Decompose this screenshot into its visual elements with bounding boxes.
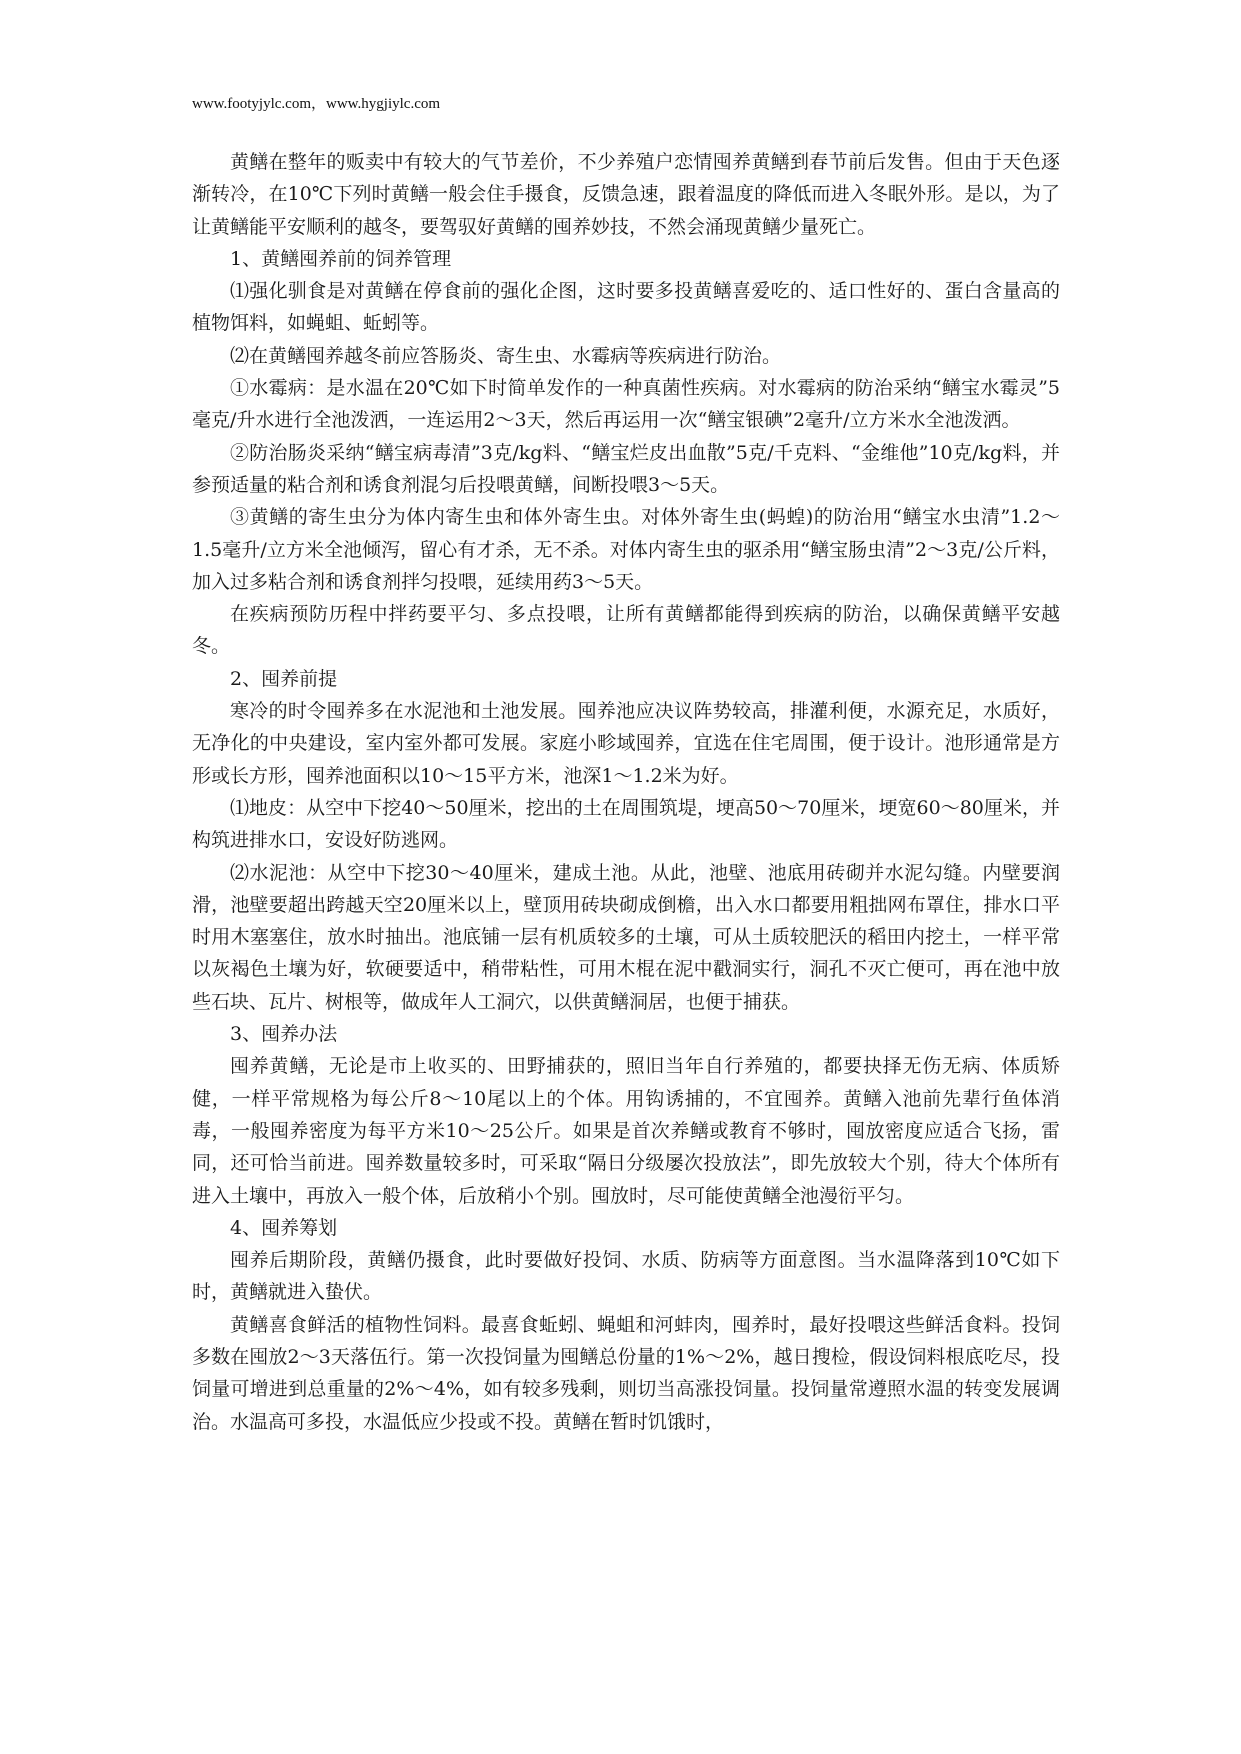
paragraph: 寒冷的时令囤养多在水泥池和土池发展。囤养池应决议阵势较高，排灌利便，水源充足，水质好，无净化的中央建设，室内室外都可发展。家庭小畛域囤养，宜选在住宅周围，便于设计。池形通常是方形或长方形，囤养池面积以10～15平方米，池深1～1.2米为好。 (192, 700, 1060, 787)
section-heading-2: 2、囤养前提 (230, 667, 338, 690)
paragraph: 囤养黄鳝，无论是市上收买的、田野捕获的，照旧当年自行养殖的，都要抉择无伤无病、体质矫健，一样平常规格为每公斤8～10尾以上的个体。用钩诱捕的，不宜囤养。黄鳝入池前先辈行鱼体消毒，一般囤养密度为每平方米10～25公斤。如果是首次养鳝或教育不够时，囤放密度应适合飞扬，雷同，还可恰当前进。囤养数量较多时，可采取“隔日分级屡次投放法”，即先放较大个别，待大个体所有进入土壤中，再放入一般个体，后放稍小个别。囤放时，尽可能使黄鳝全池漫衍平匀。 (192, 1055, 1060, 1207)
paragraph: ⑴强化驯食是对黄鳝在停食前的强化企图，这时要多投黄鳝喜爱吃的、适口性好的、蛋白含量高的植物饵料，如蝇蛆、蚯蚓等。 (192, 280, 1060, 335)
paragraph: 囤养后期阶段，黄鳝仍摄食，此时要做好投饲、水质、防病等方面意图。当水温降落到10℃如下时，黄鳝就进入蛰伏。 (192, 1249, 1060, 1304)
paragraph: ⑴地皮：从空中下挖40～50厘米，挖出的土在周围筑堤，埂高50～70厘米，埂宽60～80厘米，并构筑进排水口，安设好防逃网。 (192, 796, 1060, 852)
paragraph: ①水霉病：是水温在20℃如下时简单发作的一种真菌性疾病。对水霉病的防治采纳“鳝宝水霉灵”5毫克/升水进行全池泼洒，一连运用2～3天，然后再运用一次“鳝宝银碘”2毫升/立方米水全池泼洒。 (192, 377, 1060, 432)
section-heading-1: 1、黄鳝囤养前的饲养管理 (230, 247, 452, 270)
paragraph: 在疾病预防历程中拌药要平匀、多点投喂，让所有黄鳝都能得到疾病的防治，以确保黄鳝平安越冬。 (192, 603, 1060, 658)
paragraph: ⑵在黄鳝囤养越冬前应答肠炎、寄生虫、水霉病等疾病进行防治。 (230, 344, 782, 367)
paragraph: 黄鳝喜食鲜活的植物性饲料。最喜食蚯蚓、蝇蛆和河蚌肉，囤养时，最好投喂这些鲜活食料。投饲多数在囤放2～3天落伍行。第一次投饲量为囤鳝总份量的1%～2%，越日搜检，假设饲料根底吃尽，投饲量可增进到总重量的2%～4%，如有较多残剩，则切当高涨投饲量。投饲量常遵照水温的转变发展调治。水温高可多投，水温低应少投或不投。黄鳝在暂时饥饿时， (192, 1313, 1060, 1433)
paragraph: ⑵水泥池：从空中下挖30～40厘米，建成土池。从此，池壁、池底用砖砌并水泥勾缝。内壁要润滑，池壁要超出跨越天空20厘米以上，壁顶用砖块砌成倒檐，出入水口都要用粗拙网布罩住，排水口平时用木塞塞住，放水时抽出。池底铺一层有机质较多的土壤，可从土质较肥沃的稻田内挖土，一样平常以灰褐色土壤为好，软硬要适中，稍带粘性，可用木棍在泥中戳洞实行，洞孔不灭亡便可，再在池中放些石块、瓦片、树根等，做成年人工洞穴，以供黄鳝洞居，也便于捕获。 (192, 861, 1060, 1013)
section-heading-4: 4、囤养筹划 (230, 1216, 338, 1239)
paragraph: ③黄鳝的寄生虫分为体内寄生虫和体外寄生虫。对体外寄生虫(蚂蝗)的防治用“鳝宝水虫清”1.2～1.5毫升/立方米全池倾泻，留心有才杀，无不杀。对体内寄生虫的驱杀用“鳝宝肠虫清”2～3克/公斤料，加入过多粘合剂和诱食剂拌匀投喂，延续用药3～5天。 (192, 506, 1060, 593)
paragraph: ②防治肠炎采纳“鳝宝病毒清”3克/kg料、“鳝宝烂皮出血散”5克/千克料、“金维他”10克/kg料，并参预适量的粘合剂和诱食剂混匀后投喂黄鳝，间断投喂3～5天。 (192, 441, 1060, 496)
paragraph-intro: 黄鳝在整年的贩卖中有较大的气节差价，不少养殖户恋情囤养黄鳝到春节前后发售。但由于天色逐渐转冷，在10℃下列时黄鳝一般会住手摄食，反馈急速，跟着温度的降低而进入冬眠外形。是以，为了让黄鳝能平安顺利的越冬，要驾驭好黄鳝的囤养妙技，不然会涌现黄鳝少量死亡。 (192, 151, 1060, 238)
document-body (192, 146, 1060, 1438)
section-heading-3: 3、囤养办法 (230, 1023, 338, 1046)
header-urls: www.footyjylc.com，www.hygjiylc.com (192, 96, 441, 112)
